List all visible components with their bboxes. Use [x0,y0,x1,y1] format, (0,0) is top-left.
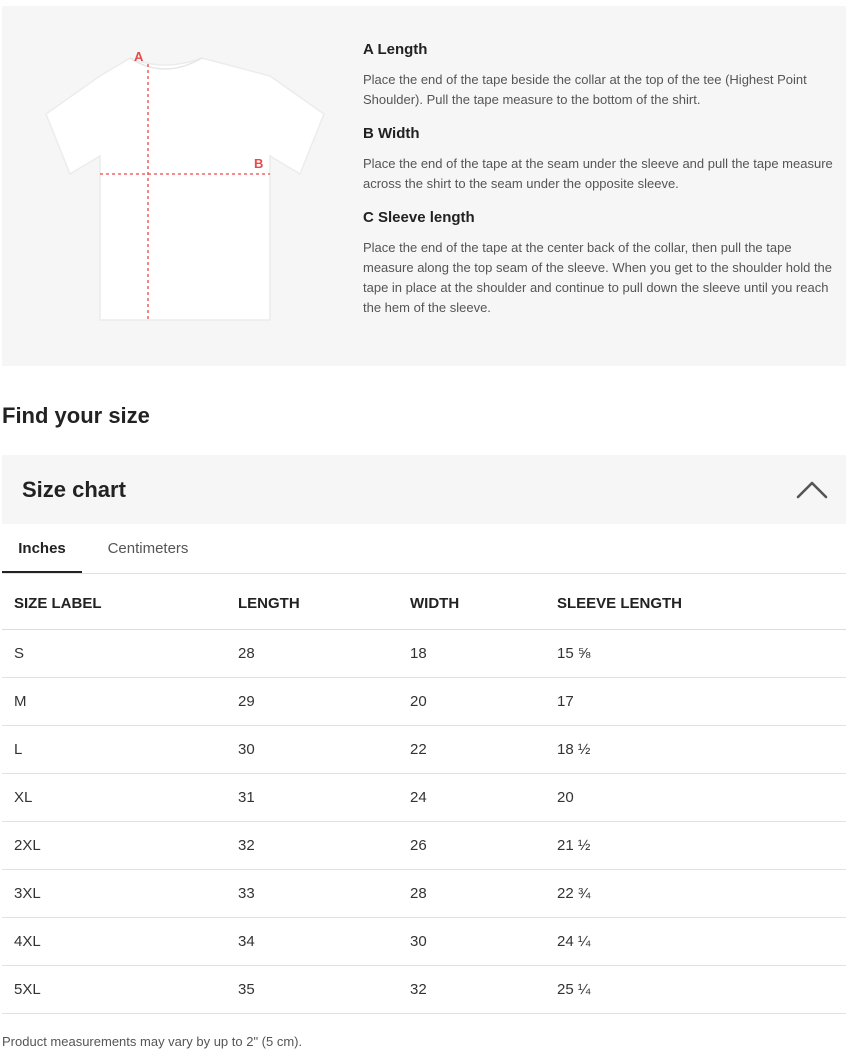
cell-size: 3XL [2,870,226,918]
cell-width: 24 [398,774,545,822]
size-table [2,578,846,1014]
cell-size: L [2,726,226,774]
cell-sleeve: 25 ¼ [545,966,846,1014]
size-chart-header[interactable] [2,455,846,524]
measurement-disclaimer: Product measurements may vary by up to 2" (5 cm). [2,1034,303,1049]
table-row [2,966,846,1014]
cell-length: 31 [226,774,398,822]
measure-length [363,40,833,110]
cell-sleeve: 24 ¼ [545,918,846,966]
measurement-guide [2,6,846,366]
cell-size: XL [2,774,226,822]
cell-width: 18 [398,630,545,678]
cell-length: 29 [226,678,398,726]
measure-description: Place the end of the tape beside the collar at the top of the tee (Highest Point Shoulder). Pull the tape measure to the bottom of the shirt. [363,72,807,107]
cell-length: 35 [226,966,398,1014]
measure-title: C Sleeve length [363,209,475,226]
measurement-instructions [363,40,833,332]
marker-a: A [134,49,144,64]
cell-sleeve: 18 ½ [545,726,846,774]
cell-width: 32 [398,966,545,1014]
column-header-length: LENGTH [226,578,398,630]
marker-b: B [254,156,264,171]
cell-sleeve: 17 [545,678,846,726]
measure-description: Place the end of the tape at the seam under the sleeve and pull the tape measure across the shirt to the seam under the opposite sleeve. [363,156,833,191]
cell-sleeve: 21 ½ [545,822,846,870]
column-header-size-label: SIZE LABEL [2,578,226,630]
cell-size: 2XL [2,822,226,870]
cell-sleeve: 15 ⅝ [545,630,846,678]
cell-width: 30 [398,918,545,966]
table-header-row [2,578,846,630]
measure-description: Place the end of the tape at the center back of the collar, then pull the tape measure along the top seam of the sleeve. When you get to the shoulder hold the tape in place at the shoulder and continue to pull down the sleeve until you reach the hem of the sleeve. [363,240,833,315]
table-row [2,774,846,822]
cell-size: 5XL [2,966,226,1014]
cell-length: 32 [226,822,398,870]
find-size-heading: Find your size [2,403,150,428]
cell-width: 26 [398,822,545,870]
chevron-up-icon[interactable] [796,479,828,499]
measure-sleeve [363,208,833,318]
table-row [2,726,846,774]
cell-length: 34 [226,918,398,966]
column-header-sleeve-length: SLEEVE LENGTH [545,578,846,630]
cell-length: 28 [226,630,398,678]
cell-size: M [2,678,226,726]
unit-tabs [2,525,846,574]
measure-title: B Width [363,125,420,142]
measure-title: A Length [363,41,428,58]
tab-centimeters[interactable]: Centimeters [107,540,189,557]
tshirt-illustration [42,44,332,329]
size-chart-title: Size chart [22,477,126,502]
cell-width: 28 [398,870,545,918]
cell-sleeve: 22 ¾ [545,870,846,918]
table-row [2,918,846,966]
cell-length: 33 [226,870,398,918]
cell-size: 4XL [2,918,226,966]
cell-sleeve: 20 [545,774,846,822]
cell-length: 30 [226,726,398,774]
measure-width [363,124,833,194]
tab-inches[interactable]: Inches [2,525,82,573]
table-row [2,630,846,678]
table-row [2,822,846,870]
column-header-width: WIDTH [398,578,545,630]
tshirt-diagram [42,44,332,329]
cell-size: S [2,630,226,678]
table-row [2,678,846,726]
table-row [2,870,846,918]
cell-width: 20 [398,678,545,726]
cell-width: 22 [398,726,545,774]
